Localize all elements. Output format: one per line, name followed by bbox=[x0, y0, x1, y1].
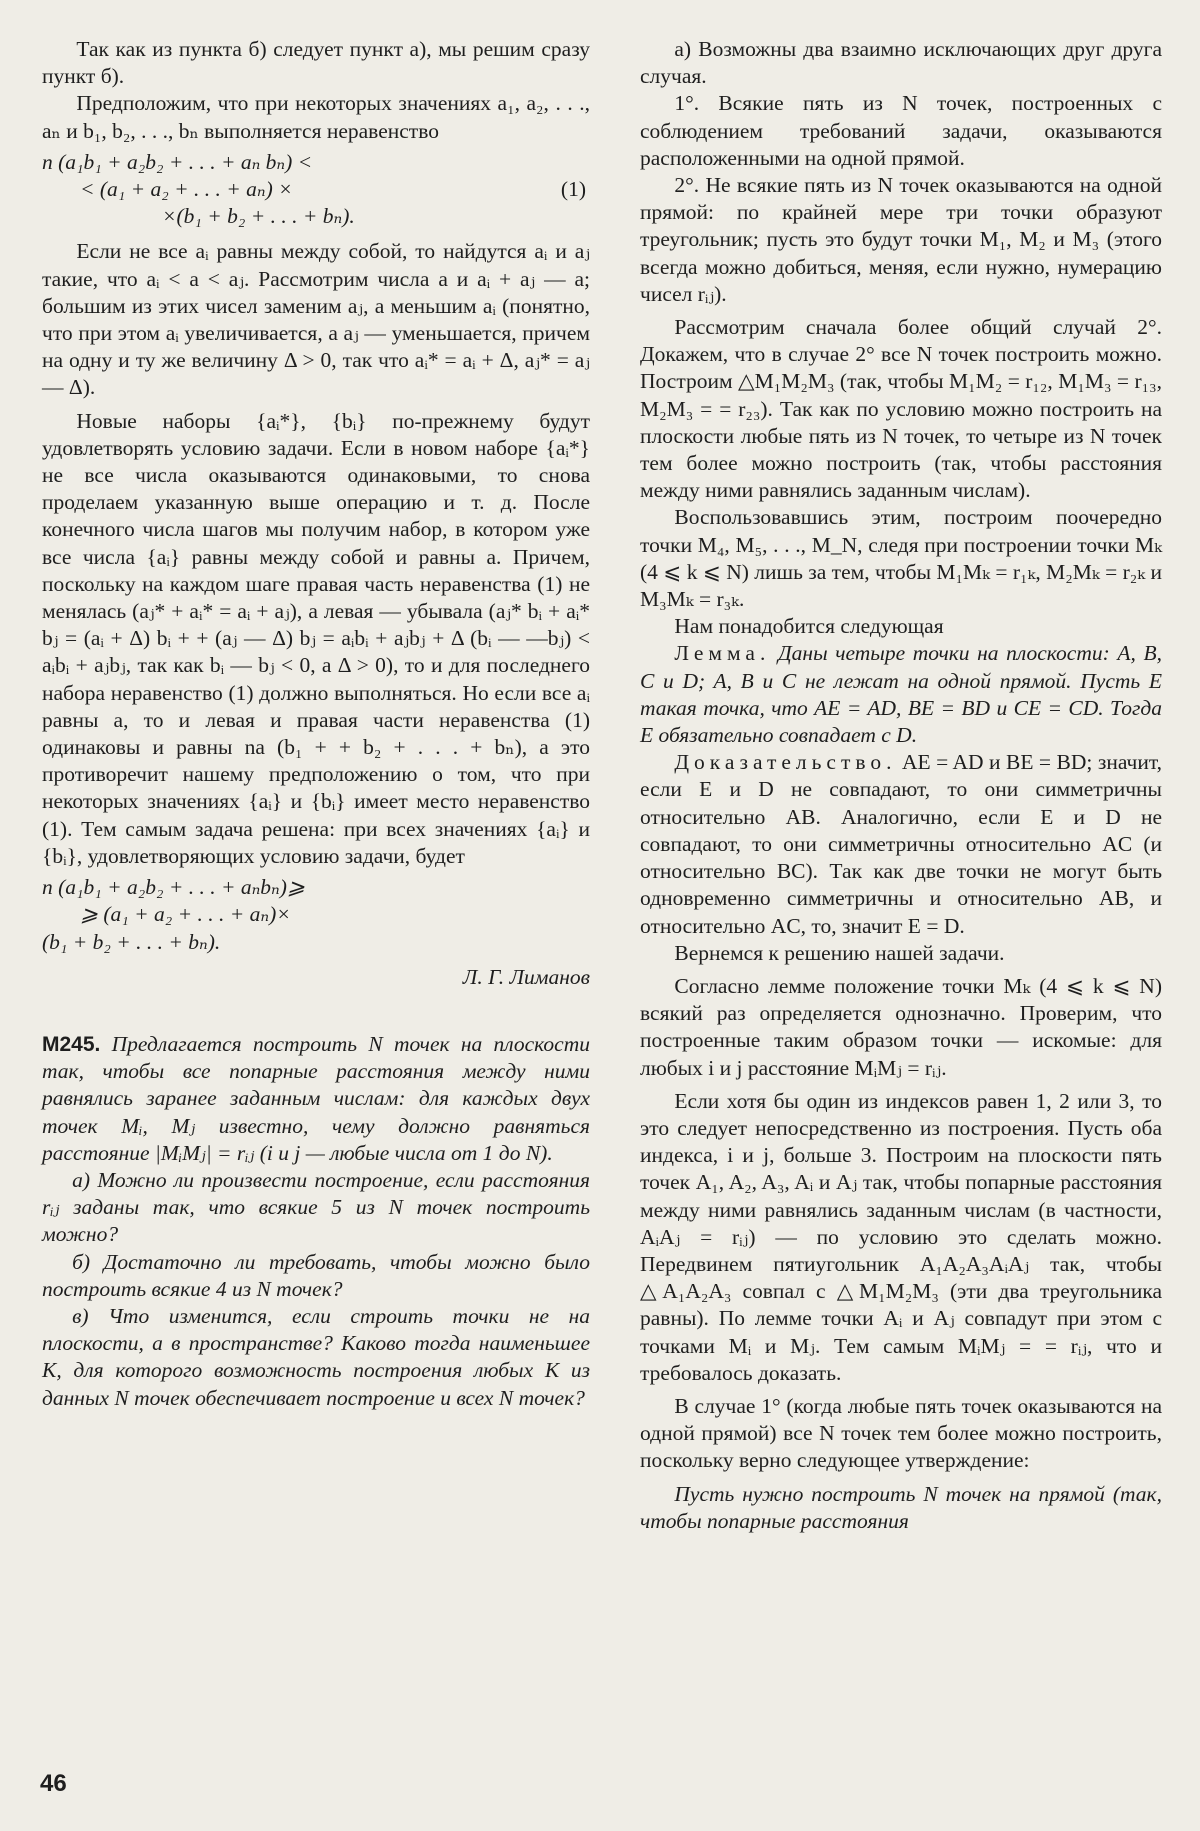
paragraph: 2°. Не всякие пять из N точек оказываются на одной прямой: по крайней мере три точки образуют треугольник; пусть это будут точки M₁, M₂ и M₃ (этого всегда можно добиться, меняя, если нужно, нумерацию чисел rᵢⱼ). bbox=[640, 173, 1162, 306]
paragraph: Так как из пункта б) следует пункт а), мы решим сразу пункт б). bbox=[42, 37, 590, 89]
proof bbox=[640, 749, 1162, 939]
problem-text: Предлагается построить N точек на плоскости так, чтобы все попарные расстояния между ними равнялись заранее заданным числам: для каждых двух точек Mᵢ, Mⱼ известно, чему должно равняться расстояние |MᵢMⱼ| = rᵢⱼ (i и j — любые числа от 1 до N). bbox=[42, 1031, 590, 1165]
paragraph: Воспользовавшись этим, построим поочередно точки M₄, M₅, . . ., M_N, следя при построении точки Mₖ (4 ⩽ k ⩽ N) лишь за тем, чтобы M₁Mₖ = r₁ₖ, M₂Mₖ = r₂ₖ и M₃Mₖ = r₃ₖ. bbox=[640, 505, 1162, 612]
paragraph: Если не все aᵢ равны между собой, то найдутся aᵢ и aⱼ такие, что aᵢ < a < aⱼ. Рассмотрим числа a и aᵢ + aⱼ — a; большим из этих чисел заменим aⱼ, а меньшим aᵢ (понятно, что при этом aᵢ увеличивается, а aⱼ — уменьшается, причем на одну и ту же величину Δ > 0, так что aᵢ* = aᵢ + Δ, aⱼ* = aⱼ — Δ). bbox=[42, 239, 590, 400]
equation-line: n (a₁b₁ + a₂b₂ + . . . + aₙ bₙ) < bbox=[42, 149, 313, 174]
problem-part-b: б) Достаточно ли требовать, чтобы можно было построить всякие 4 из N точек? bbox=[42, 1249, 590, 1301]
equation-number: (1) bbox=[560, 177, 586, 202]
paragraph: Нам понадобится следующая bbox=[674, 614, 944, 639]
paragraph: Если хотя бы один из индексов равен 1, 2 или 3, то это следует непосредственно из построения. Пусть оба индекса, i и j, больше 3. Построим на плоскости пять точек A₁, A₂, A₃, Aᵢ и Aⱼ так, чтобы попарные расстояния между ними равнялись заданным числам (в частности, AᵢAⱼ = rᵢⱼ) — по условию это сделать можно. Передвинем пятиугольник A₁A₂A₃AᵢAⱼ так, чтобы △A₁A₂A₃ совпал с △M₁M₂M₃ (эти два треугольника равны). По лемме точки Aᵢ и Aⱼ совпадут при этом с точками Mᵢ и Mⱼ. Тем самым MᵢMⱼ = = rᵢⱼ, что и требовалось доказать. bbox=[640, 1088, 1162, 1385]
paragraph: а) Возможны два взаимно исключающих друг друга случая. bbox=[640, 37, 1162, 89]
page-number: 46 bbox=[40, 1770, 67, 1797]
lemma-label: Лемма. bbox=[674, 641, 771, 666]
equation-line: (b₁ + b₂ + . . . + bₙ). bbox=[42, 929, 221, 954]
equation-2 bbox=[42, 874, 590, 956]
paragraph: Согласно лемме положение точки Mₖ (4 ⩽ k ⩽ N) всякий раз определяется однозначно. Проверим, что построенные таким образом точки — искомые: для любых i и j расстояние MᵢMⱼ = rᵢⱼ. bbox=[640, 973, 1162, 1080]
equation-line: ×(b₁ + b₂ + . . . + bₙ). bbox=[162, 204, 355, 229]
paragraph: Предположим, что при некоторых значениях a₁, a₂, . . ., aₙ и b₁, b₂, . . ., bₙ выполняется неравенство bbox=[42, 91, 590, 143]
lemma-text: Даны четыре точки на плоскости: A, B, C и D; A, B и C не лежат на одной прямой. Пусть E такая точка, что AE = AD, BE = BD и CE = CD. Тогда E обязательно совпадает с D. bbox=[640, 641, 1162, 748]
paragraph: Новые наборы {aᵢ*}, {bᵢ} по-прежнему будут удовлетворять условию задачи. Если в новом наборе {aᵢ*} не все числа оказываются одинаковыми, то снова проделаем указанную выше операцию и т. д. После конечного числа шагов мы получим набор, в котором уже все числа {aᵢ} равны между собой и равны a. Причем, поскольку на каждом шаге правая часть неравенства (1) не менялась (aⱼ* + aᵢ* = aᵢ + aⱼ), а левая — убывала (aⱼ* bᵢ + aᵢ* bⱼ = (aᵢ + Δ) bᵢ + + (aⱼ — Δ) bⱼ = aᵢbᵢ + aⱼbⱼ + Δ (bᵢ — —bⱼ) < aᵢbᵢ + aⱼbⱼ, так как bᵢ — bⱼ < 0, а Δ > 0), то и для последнего набора неравенство (1) должно выполняться. Но если все aᵢ равны a, то и левая и правая части неравенства (1) одинаковы и равны na (b₁ + + b₂ + . . . + bₙ), а это противоречит нашему предположению о том, что при некоторых значениях {aᵢ} и {bᵢ} имеет место неравенство (1). Тем самым задача решена: при всех значениях {aᵢ} и {bᵢ}, удовлетворяющих условию задачи, будет bbox=[42, 408, 590, 868]
problem-m245 bbox=[42, 1031, 590, 1412]
paragraph: 1°. Всякие пять из N точек, построенных с соблюдением требований задачи, оказываются расположенными на одной прямой. bbox=[640, 91, 1162, 170]
author-signature: Л. Г. Лиманов bbox=[462, 964, 590, 989]
proof-label: Доказательство. bbox=[674, 750, 897, 775]
problem-part-a: а) Можно ли произвести построение, если расстояния rᵢⱼ заданы так, что всякие 5 из N точек построить можно? bbox=[42, 1167, 590, 1247]
lemma bbox=[640, 640, 1162, 749]
problem-statement bbox=[42, 1031, 590, 1167]
proof-text: AE = AD и BE = BD; значит, если E и D не совпадают, то они симметричны относительно AB. Аналогично, если E и D не совпадают, то они симметричны относительно AC (и относительно BC). Так как две точки не могут быть одновременно симметричны и относительно AB, и относительно AC, то, значит E = D. bbox=[640, 750, 1162, 938]
paragraph: Рассмотрим сначала более общий случай 2°. Докажем, что в случае 2° все N точек построить можно. Построим △M₁M₂M₃ (так, чтобы M₁M₂ = r₁₂, M₁M₃ = r₁₃, M₂M₃ = = r₂₃). Так как по условию можно построить на плоскости любые пять из N точек, то четыре из N точек тем более можно построить (так, чтобы расстояния между ними равнялись заданным числам). bbox=[640, 315, 1162, 503]
equation-line: < (a₁ + a₂ + . . . + aₙ) × bbox=[80, 177, 293, 202]
equation-row bbox=[42, 176, 590, 203]
equation-1 bbox=[42, 149, 590, 231]
problem-number: М245. bbox=[42, 1032, 101, 1056]
paragraph: Пусть нужно построить N точек на прямой (так, чтобы попарные расстояния bbox=[640, 1481, 1162, 1533]
right-column bbox=[640, 36, 1162, 1535]
equation-line: ⩾ (a₁ + a₂ + . . . + aₙ)× bbox=[80, 902, 291, 927]
paragraph: В случае 1° (когда любые пять точек оказываются на одной прямой) все N точек тем более можно построить, поскольку верно следующее утверждение: bbox=[640, 1393, 1162, 1473]
equation-line: n (a₁b₁ + a₂b₂ + . . . + aₙbₙ)⩾ bbox=[42, 875, 305, 900]
left-column bbox=[42, 36, 590, 1412]
problem-part-c: в) Что изменится, если строить точки не на плоскости, а в пространстве? Каково тогда наименьшее K, для которого возможность построения любых K из данных N точек обеспечивает построение и всех N точек? bbox=[42, 1303, 590, 1410]
paragraph: Вернемся к решению нашей задачи. bbox=[674, 940, 1005, 965]
